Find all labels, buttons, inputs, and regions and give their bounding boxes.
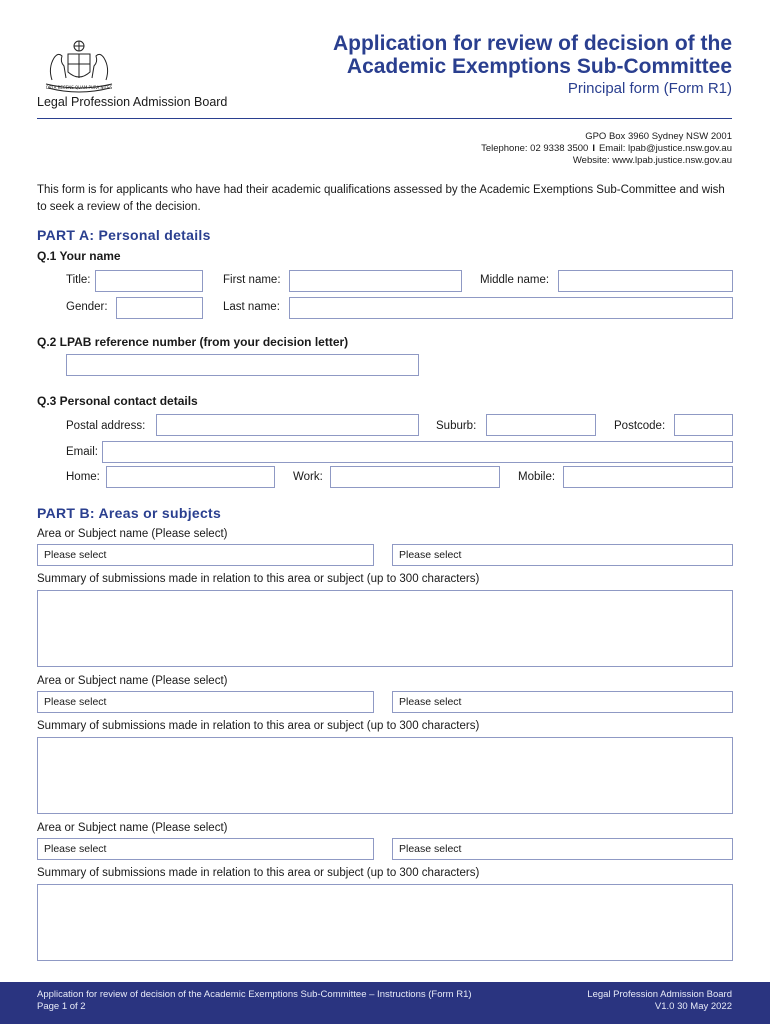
header-divider <box>37 118 732 119</box>
postcode-field[interactable] <box>674 414 733 436</box>
q1-heading: Q.1 Your name <box>37 249 121 263</box>
contact-details <box>481 131 732 167</box>
part-b-heading: PART B: Areas or subjects <box>37 505 222 521</box>
middle-name-field[interactable] <box>558 270 733 292</box>
coat-of-arms-icon <box>38 38 120 94</box>
area-subject-select[interactable]: Please select <box>37 544 374 566</box>
area-subject-select[interactable]: Please select <box>392 544 733 566</box>
work-phone-field[interactable] <box>330 466 500 488</box>
summary-textarea[interactable] <box>37 590 733 667</box>
org-name: Legal Profession Admission Board <box>37 95 228 109</box>
q2-heading: Q.2 LPAB reference number (from your decision letter) <box>37 335 349 349</box>
part-a-heading: PART A: Personal details <box>37 227 211 243</box>
footer-version: V1.0 30 May 2022 <box>654 1001 732 1012</box>
footer-page-number: Page 1 of 2 <box>37 1001 86 1012</box>
area-subject-select[interactable]: Please select <box>37 838 374 860</box>
home-phone-label: Home: <box>66 471 100 483</box>
email-label: Email: <box>66 446 98 458</box>
footer-doc-title: Application for review of decision of the Academic Exemptions Sub-Committee – Instructions (Form R1) <box>37 989 472 1000</box>
first-name-field[interactable] <box>289 270 462 292</box>
email-field[interactable] <box>102 441 733 463</box>
summary-textarea[interactable] <box>37 737 733 814</box>
area-subject-select[interactable]: Please select <box>392 838 733 860</box>
area-subject-select[interactable]: Please select <box>37 691 374 713</box>
separator: I <box>592 143 595 154</box>
last-name-field[interactable] <box>289 297 733 319</box>
title-line-1: Application for review of decision of the <box>332 32 732 55</box>
footer-org: Legal Profession Admission Board <box>587 989 732 1000</box>
work-phone-label: Work: <box>293 471 323 483</box>
suburb-label: Suburb: <box>436 420 477 432</box>
page-footer <box>0 982 770 1024</box>
form-title <box>333 32 732 78</box>
mobile-phone-field[interactable] <box>563 466 733 488</box>
postal-address-label: Postal address: <box>66 420 146 432</box>
home-phone-field[interactable] <box>106 466 275 488</box>
form-subtitle: Principal form (Form R1) <box>567 80 732 97</box>
summary-label: Summary of submissions made in relation to this area or subject (up to 300 characters) <box>37 573 480 585</box>
area-subject-label: Area or Subject name (Please select) <box>37 822 228 834</box>
suburb-field[interactable] <box>486 414 596 436</box>
email-link[interactable]: Email: lpab@justice.nsw.gov.au <box>598 143 732 154</box>
first-name-label: First name: <box>223 274 281 286</box>
postal-address-field[interactable] <box>156 414 419 436</box>
telephone: Telephone: 02 9338 3500 <box>481 143 589 154</box>
title-label: Title: <box>66 274 91 286</box>
summary-label: Summary of submissions made in relation to this area or subject (up to 300 characters) <box>37 720 480 732</box>
area-subject-select[interactable]: Please select <box>392 691 733 713</box>
address: GPO Box 3960 Sydney NSW 2001 <box>585 131 732 142</box>
postcode-label: Postcode: <box>614 420 666 432</box>
title-line-2: Academic Exemptions Sub-Committee <box>346 55 732 78</box>
area-subject-label: Area or Subject name (Please select) <box>37 675 228 687</box>
intro-text: This form is for applicants who have had their academic qualifications assessed by the Academic Exemptions Sub-Committee and wish to seek a review of the decision. <box>37 184 725 213</box>
last-name-label: Last name: <box>223 301 280 313</box>
svg-text:ORTA RECENS QUAM PURA NITES: ORTA RECENS QUAM PURA NITES <box>45 85 113 90</box>
summary-label: Summary of submissions made in relation to this area or subject (up to 300 characters) <box>37 867 480 879</box>
gender-field[interactable] <box>116 297 203 319</box>
title-field[interactable] <box>95 270 203 292</box>
gender-label: Gender: <box>66 301 108 313</box>
phone-email-line <box>481 143 732 155</box>
area-subject-label: Area or Subject name (Please select) <box>37 528 228 540</box>
q3-heading: Q.3 Personal contact details <box>37 394 198 408</box>
mobile-phone-label: Mobile: <box>518 471 556 483</box>
footer-right <box>587 989 732 1013</box>
middle-name-label: Middle name: <box>480 274 550 286</box>
lpab-reference-field[interactable] <box>66 354 419 376</box>
website-link[interactable]: Website: www.lpab.justice.nsw.gov.au <box>572 155 732 166</box>
footer-left <box>37 989 472 1013</box>
summary-textarea[interactable] <box>37 884 733 961</box>
